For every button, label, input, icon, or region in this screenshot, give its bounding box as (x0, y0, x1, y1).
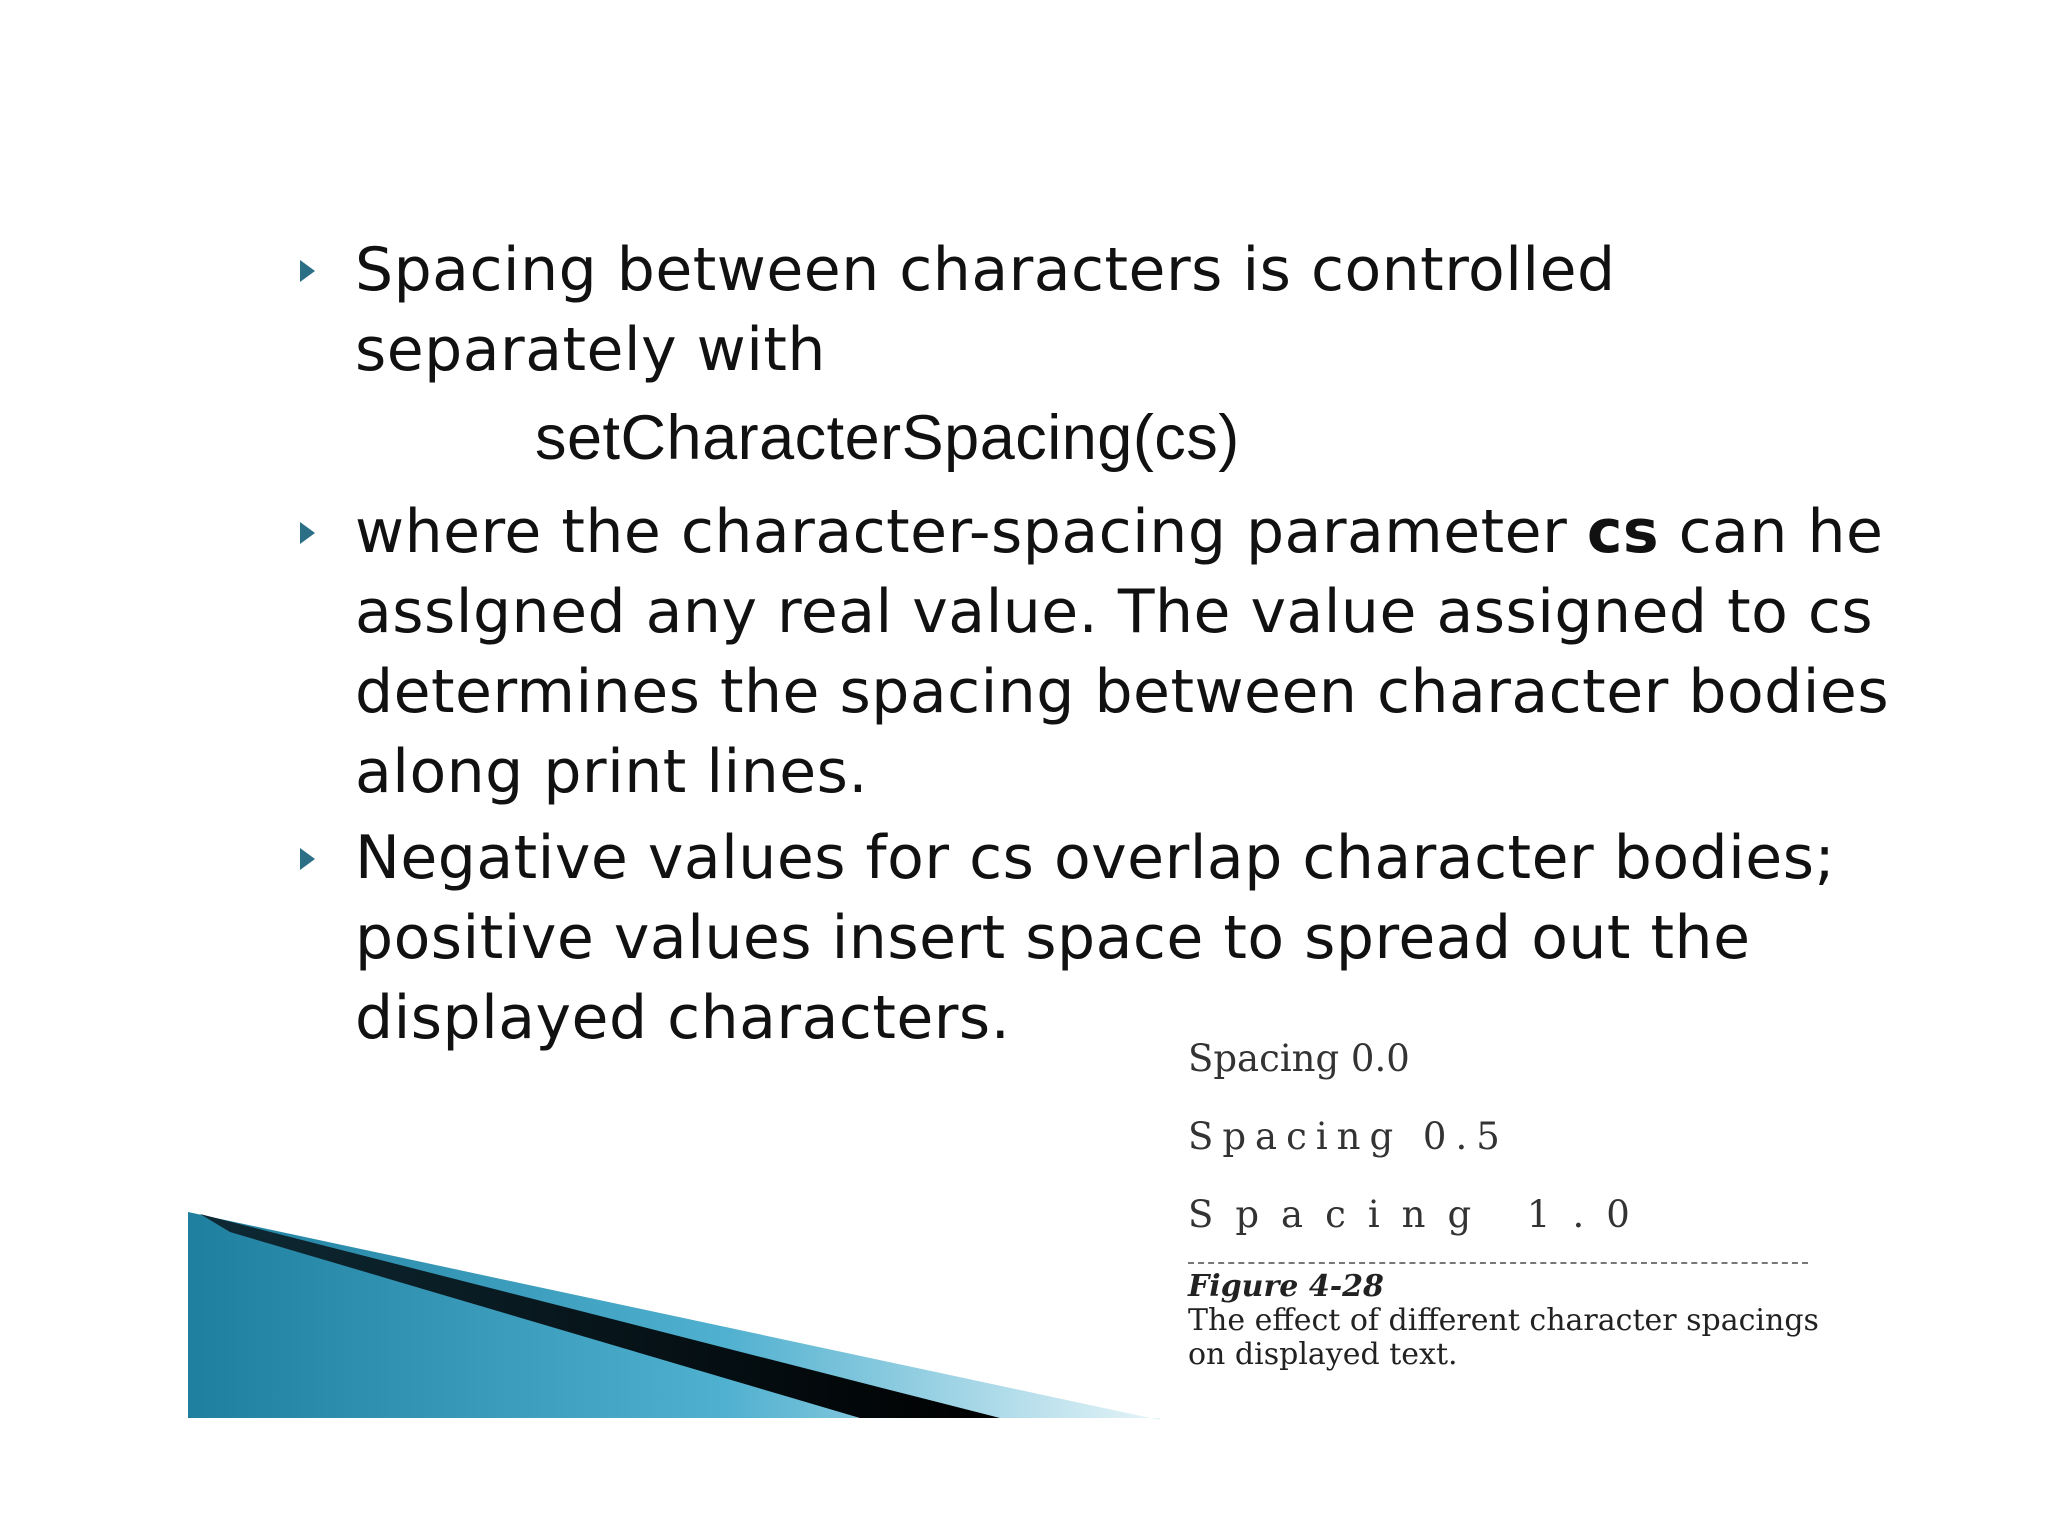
bullet-2-text-pre: where the character-spacing parameter (355, 497, 1587, 567)
spacing-sample-0: Spacing 0.0 (1188, 1037, 1410, 1080)
bullet-2-param-cs: cs (1586, 497, 1660, 567)
bullet-3-text: Negative values for cs overlap character bodies; positive values insert space to spread out the displayed characters. (355, 823, 1836, 1053)
figure-caption (1188, 1270, 1828, 1372)
bullet-1-text: Spacing between characters is controlled separately with (355, 235, 1616, 385)
method-signature: setCharacterSpacing(cs) (535, 403, 1240, 473)
figure-divider (1188, 1262, 1808, 1264)
figure-caption-text: The effect of different character spacings on displayed text. (1188, 1303, 1819, 1372)
wedge-blue-shape (188, 1212, 1160, 1420)
spacing-sample-05: Spacing 0.5 (1188, 1115, 1509, 1158)
figure-label: Figure 4-28 (1188, 1269, 1384, 1304)
spacing-sample-1: Spacing 1.0 (1188, 1193, 1652, 1236)
spacing-figure (1188, 1020, 1828, 1372)
bullet-2-text-post: can he asslgned any real value. The value assigned to cs determines the spacing between character bodies along print lines. (355, 497, 1890, 807)
